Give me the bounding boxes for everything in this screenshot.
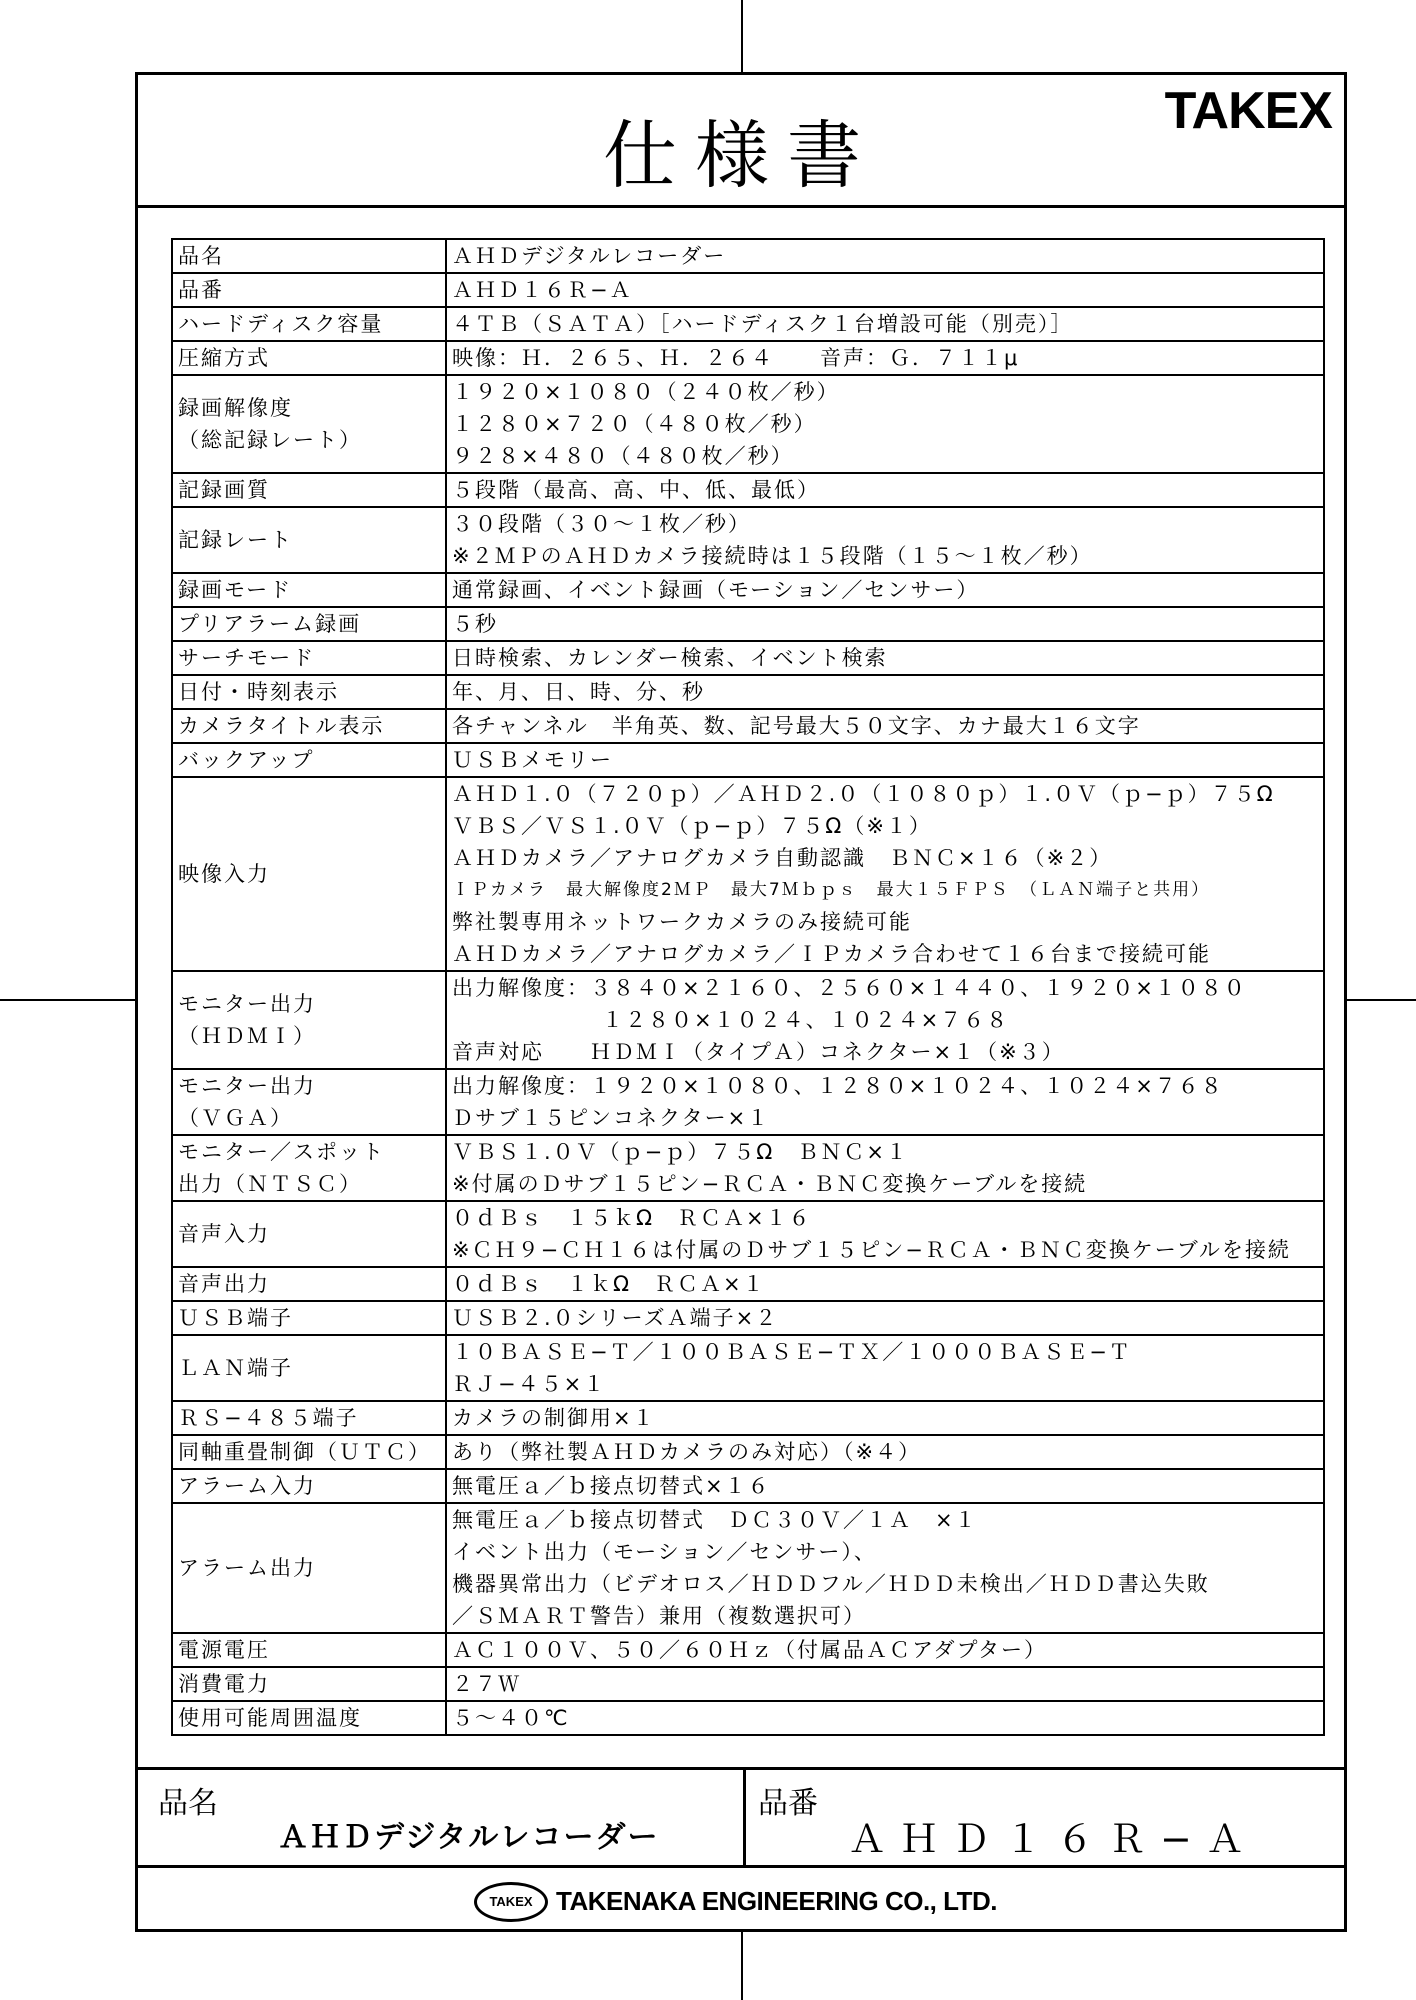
- spec-label: 同軸重畳制御（ＵＴＣ）: [178, 1440, 431, 1464]
- spec-label: アラーム出力: [178, 1556, 316, 1580]
- spec-row: [172, 1301, 1324, 1335]
- spec-value: 各チャンネル 半角英、数、記号最大５０文字、カナ最大１６文字: [452, 714, 1141, 738]
- spec-value: ＲＪ−４５×１: [452, 1372, 607, 1396]
- spec-row: [172, 971, 1324, 1069]
- spec-label: カメラタイトル表示: [178, 714, 385, 738]
- spec-value-cell: [446, 675, 1324, 709]
- spec-value: ＵＳＢメモリー: [452, 748, 613, 772]
- spec-value: Ｄサブ１５ピンコネクター×１: [452, 1106, 771, 1130]
- spec-value-cell: [446, 607, 1324, 641]
- spec-value: 映像：Ｈ．２６５、Ｈ．２６４ 音声：Ｇ．７１１μ: [452, 346, 1020, 370]
- spec-label: プリアラーム録画: [178, 612, 362, 636]
- spec-label-cell: [172, 507, 446, 573]
- spec-row: [172, 1135, 1324, 1201]
- spec-label-cell: [172, 675, 446, 709]
- spec-label: 消費電力: [178, 1672, 270, 1696]
- spec-row: [172, 239, 1324, 273]
- spec-value: イベント出力（モーション／センサー）、: [452, 1540, 877, 1564]
- spec-label-cell: [172, 777, 446, 971]
- spec-value: ５段階（最高、高、中、低、最低）: [452, 478, 820, 502]
- spec-value-cell: [446, 709, 1324, 743]
- model-number-label: 品番: [758, 1786, 818, 1821]
- spec-label-cell: [172, 341, 446, 375]
- spec-label: 録画解像度: [178, 396, 293, 420]
- spec-value: ＩＰカメラ 最大解像度2ＭＰ 最大7Ｍｂｐｓ 最大１５ＦＰＳ （ＬＡＮ端子と共用）: [452, 880, 1211, 900]
- spec-label-cell: [172, 1701, 446, 1735]
- spec-row: [172, 1267, 1324, 1301]
- spec-value: 弊社製専用ネットワークカメラのみ接続可能: [452, 910, 912, 934]
- spec-value: ＵＳＢ２.０シリーズＡ端子×２: [452, 1306, 779, 1330]
- spec-value: ※付属のＤサブ１５ピン−ＲＣＡ・ＢＮＣ変換ケーブルを接続: [452, 1172, 1088, 1196]
- page-title: 仕様書: [603, 113, 879, 199]
- spec-label-cell: [172, 1267, 446, 1301]
- spec-label: 音声入力: [178, 1222, 270, 1246]
- spec-label: 使用可能周囲温度: [178, 1706, 362, 1730]
- spec-value: 年、月、日、時、分、秒: [452, 680, 705, 704]
- spec-value-cell: [446, 1469, 1324, 1503]
- spec-value: 無電圧ａ／ｂ接点切替式×１６: [452, 1474, 771, 1498]
- title-bar: [138, 75, 1344, 208]
- spec-value-cell: [446, 1135, 1324, 1201]
- spec-value: ＡＣ１００Ｖ、５０／６０Ｈｚ（付属品ＡＣアダプター）: [452, 1638, 1048, 1662]
- spec-label-cell: [172, 709, 446, 743]
- spec-label-cell: [172, 473, 446, 507]
- spec-label: 記録画質: [178, 478, 270, 502]
- spec-value: ４ＴＢ（ＳＡＴＡ）［ハードディスク１台増設可能（別売）］: [452, 312, 1074, 336]
- spec-row: [172, 1667, 1324, 1701]
- spec-value: 音声対応 ＨＤＭＩ（タイプＡ）コネクター×１（※３）: [452, 1040, 1065, 1064]
- spec-label-cell: [172, 607, 446, 641]
- spec-value: 出力解像度：１９２０×１０８０、１２８０×１０２４、１０２４×７６８: [452, 1074, 1224, 1098]
- spec-label-cell: [172, 1401, 446, 1435]
- spec-value-cell: [446, 971, 1324, 1069]
- spec-value: ※２ＭＰのＡＨＤカメラ接続時は１５段階（１５〜１枚／秒）: [452, 544, 1093, 568]
- product-name-label: 品名: [158, 1786, 218, 1821]
- spec-row: [172, 675, 1324, 709]
- spec-label-cell: [172, 1069, 446, 1135]
- brand-logo: TAKEX: [1164, 82, 1332, 140]
- takex-oval-logo: TAKEX: [474, 1882, 548, 1922]
- spec-row: [172, 1469, 1324, 1503]
- spec-value: ＶＢＳ１.０Ｖ（ｐ−ｐ）７５Ω ＢＮＣ×１: [452, 1140, 909, 1164]
- spec-label-cell: [172, 1469, 446, 1503]
- spec-label: 品番: [178, 278, 224, 302]
- spec-label-cell: [172, 375, 446, 473]
- spec-label: バックアップ: [178, 748, 315, 772]
- product-name-value: ＡＨＤデジタルレコーダー: [278, 1820, 660, 1855]
- name-box-divider: [743, 1770, 746, 1865]
- spec-row: [172, 1069, 1324, 1135]
- spec-value-cell: [446, 473, 1324, 507]
- spec-label: （ＶＧＡ）: [178, 1106, 293, 1130]
- spec-label: （ＨＤＭＩ）: [178, 1024, 316, 1048]
- spec-value: 無電圧ａ／ｂ接点切替式 ＤＣ３０Ｖ／１Ａ ×１: [452, 1508, 978, 1532]
- spec-row: [172, 1401, 1324, 1435]
- spec-label: モニター／スポット: [178, 1140, 385, 1164]
- spec-value-cell: [446, 1503, 1324, 1633]
- crop-mark-left: [0, 999, 135, 1001]
- spec-label: 音声出力: [178, 1272, 270, 1296]
- spec-label: 映像入力: [178, 862, 270, 886]
- spec-row: [172, 341, 1324, 375]
- spec-value-cell: [446, 1335, 1324, 1401]
- spec-value: ５秒: [452, 612, 498, 636]
- spec-value-cell: [446, 1701, 1324, 1735]
- spec-row: [172, 473, 1324, 507]
- spec-value-cell: [446, 341, 1324, 375]
- spec-value: ＶＢＳ／ＶＳ１.０Ｖ（ｐ−ｐ）７５Ω（※１）: [452, 814, 932, 838]
- spec-value: ０ｄＢｓ １ｋΩ ＲＣＡ×１: [452, 1272, 766, 1296]
- spec-label-cell: [172, 1633, 446, 1667]
- spec-row: [172, 1335, 1324, 1401]
- spec-value-cell: [446, 1633, 1324, 1667]
- company-name: TAKENAKA ENGINEERING CO., LTD.: [556, 1886, 997, 1916]
- spec-row: [172, 1701, 1324, 1735]
- spec-value: あり（弊社製ＡＨＤカメラのみ対応）（※４）: [452, 1440, 922, 1464]
- spec-value: 日時検索、カレンダー検索、イベント検索: [452, 646, 888, 670]
- spec-value-cell: [446, 1435, 1324, 1469]
- spec-value: １０ＢＡＳＥ−Ｔ／１００ＢＡＳＥ−ＴＸ／１０００ＢＡＳＥ−Ｔ: [452, 1340, 1132, 1364]
- spec-label-cell: [172, 307, 446, 341]
- spec-label-cell: [172, 1201, 446, 1267]
- spec-row: [172, 273, 1324, 307]
- spec-value-cell: [446, 1401, 1324, 1435]
- spec-label-cell: [172, 1301, 446, 1335]
- spec-value-cell: [446, 1069, 1324, 1135]
- spec-value: ０ｄＢｓ １５ｋΩ ＲＣＡ×１６: [452, 1206, 812, 1230]
- spec-row: [172, 1633, 1324, 1667]
- spec-value-cell: [446, 641, 1324, 675]
- company-footer: [138, 1868, 1344, 1932]
- spec-value: カメラの制御用×１: [452, 1406, 656, 1430]
- spec-value-cell: [446, 743, 1324, 777]
- spec-label: サーチモード: [178, 646, 316, 670]
- spec-label-cell: [172, 1503, 446, 1633]
- spec-label-cell: [172, 239, 446, 273]
- spec-value: 機器異常出力（ビデオロス／ＨＤＤフル／ＨＤＤ未検出／ＨＤＤ書込失敗: [452, 1572, 1210, 1596]
- spec-label: 出力（ＮＴＳＣ）: [178, 1172, 362, 1196]
- spec-value: １２８０×１０２４、１０２４×７６８: [602, 1008, 1010, 1032]
- spec-value: 出力解像度：３８４０×２１６０、２５６０×１４４０、１９２０×１０８０: [452, 976, 1247, 1000]
- crop-mark-bottom: [741, 1932, 743, 2000]
- spec-value: ※ＣＨ９−ＣＨ１６は付属のＤサブ１５ピン−ＲＣＡ・ＢＮＣ変換ケーブルを接続: [452, 1238, 1291, 1262]
- spec-value-cell: [446, 375, 1324, 473]
- spec-label: 日付・時刻表示: [178, 680, 339, 704]
- spec-row: [172, 573, 1324, 607]
- spec-value-cell: [446, 777, 1324, 971]
- spec-value-cell: [446, 1301, 1324, 1335]
- spec-label: モニター出力: [178, 1074, 316, 1098]
- crop-mark-right: [1347, 999, 1416, 1001]
- spec-value-cell: [446, 1267, 1324, 1301]
- crop-mark-top: [741, 0, 743, 72]
- spec-label: ＵＳＢ端子: [178, 1306, 293, 1330]
- spec-label: ＲＳ−４８５端子: [178, 1406, 359, 1430]
- spec-label: ＬＡＮ端子: [178, 1356, 293, 1380]
- spec-label-cell: [172, 573, 446, 607]
- spec-value: ５〜４０℃: [452, 1706, 570, 1730]
- spec-row: [172, 507, 1324, 573]
- spec-value-cell: [446, 1201, 1324, 1267]
- spec-label-cell: [172, 971, 446, 1069]
- spec-row: [172, 1435, 1324, 1469]
- spec-value: ２７Ｗ: [452, 1672, 521, 1696]
- spec-label: 記録レート: [178, 528, 293, 552]
- spec-row: [172, 1503, 1324, 1633]
- spec-value-cell: [446, 239, 1324, 273]
- spec-label: 圧縮方式: [178, 346, 270, 370]
- spec-sheet-frame: [135, 72, 1347, 1932]
- spec-label: 録画モード: [178, 578, 293, 602]
- spec-value-cell: [446, 573, 1324, 607]
- spec-table: [171, 238, 1325, 1736]
- spec-value-cell: [446, 507, 1324, 573]
- spec-row: [172, 743, 1324, 777]
- spec-label-cell: [172, 1135, 446, 1201]
- model-number-value: ＡＨＤ１６Ｒ−Ａ: [848, 1817, 1258, 1861]
- spec-label: モニター出力: [178, 992, 316, 1016]
- spec-label-cell: [172, 1667, 446, 1701]
- spec-row: [172, 607, 1324, 641]
- spec-value: ９２８×４８０（４８０枚／秒）: [452, 444, 794, 468]
- spec-label: アラーム入力: [178, 1474, 316, 1498]
- spec-row: [172, 307, 1324, 341]
- spec-label-cell: [172, 1435, 446, 1469]
- spec-label: ハードディスク容量: [178, 312, 384, 336]
- spec-value: １９２０×１０８０（２４０枚／秒）: [452, 380, 840, 404]
- spec-value-cell: [446, 307, 1324, 341]
- spec-label: 電源電圧: [178, 1638, 270, 1662]
- spec-label: 品名: [178, 244, 224, 268]
- spec-row: [172, 1201, 1324, 1267]
- spec-row: [172, 641, 1324, 675]
- spec-value-cell: [446, 1667, 1324, 1701]
- spec-row: [172, 709, 1324, 743]
- spec-row: [172, 375, 1324, 473]
- spec-label-cell: [172, 743, 446, 777]
- spec-value: １２８０×７２０（４８０枚／秒）: [452, 412, 817, 436]
- spec-label-cell: [172, 273, 446, 307]
- spec-label: （総記録レート）: [178, 428, 362, 452]
- spec-value: ＡＨＤカメラ／アナログカメラ／ＩＰカメラ合わせて１６台まで接続可能: [452, 942, 1211, 966]
- product-name-box: [138, 1767, 1344, 1868]
- spec-value: ＡＨＤ１６Ｒ−Ａ: [452, 278, 633, 302]
- spec-row: [172, 777, 1324, 971]
- spec-value: ＡＨＤカメラ／アナログカメラ自動認識 ＢＮＣ×１６（※２）: [452, 846, 1113, 870]
- spec-value: ＡＨＤデジタルレコーダー: [452, 244, 727, 268]
- spec-value: ＡＨＤ１.０（７２０ｐ）／ＡＨＤ２.０（１０８０ｐ）１.０Ｖ（ｐ−ｐ）７５Ω: [452, 782, 1275, 806]
- spec-value: 通常録画、イベント録画（モーション／センサー）: [452, 578, 980, 602]
- spec-value: ／ＳＭＡＲＴ警告）兼用（複数選択可）: [452, 1604, 866, 1628]
- spec-value-cell: [446, 273, 1324, 307]
- spec-value: ３０段階（３０〜１枚／秒）: [452, 512, 751, 536]
- spec-label-cell: [172, 641, 446, 675]
- spec-label-cell: [172, 1335, 446, 1401]
